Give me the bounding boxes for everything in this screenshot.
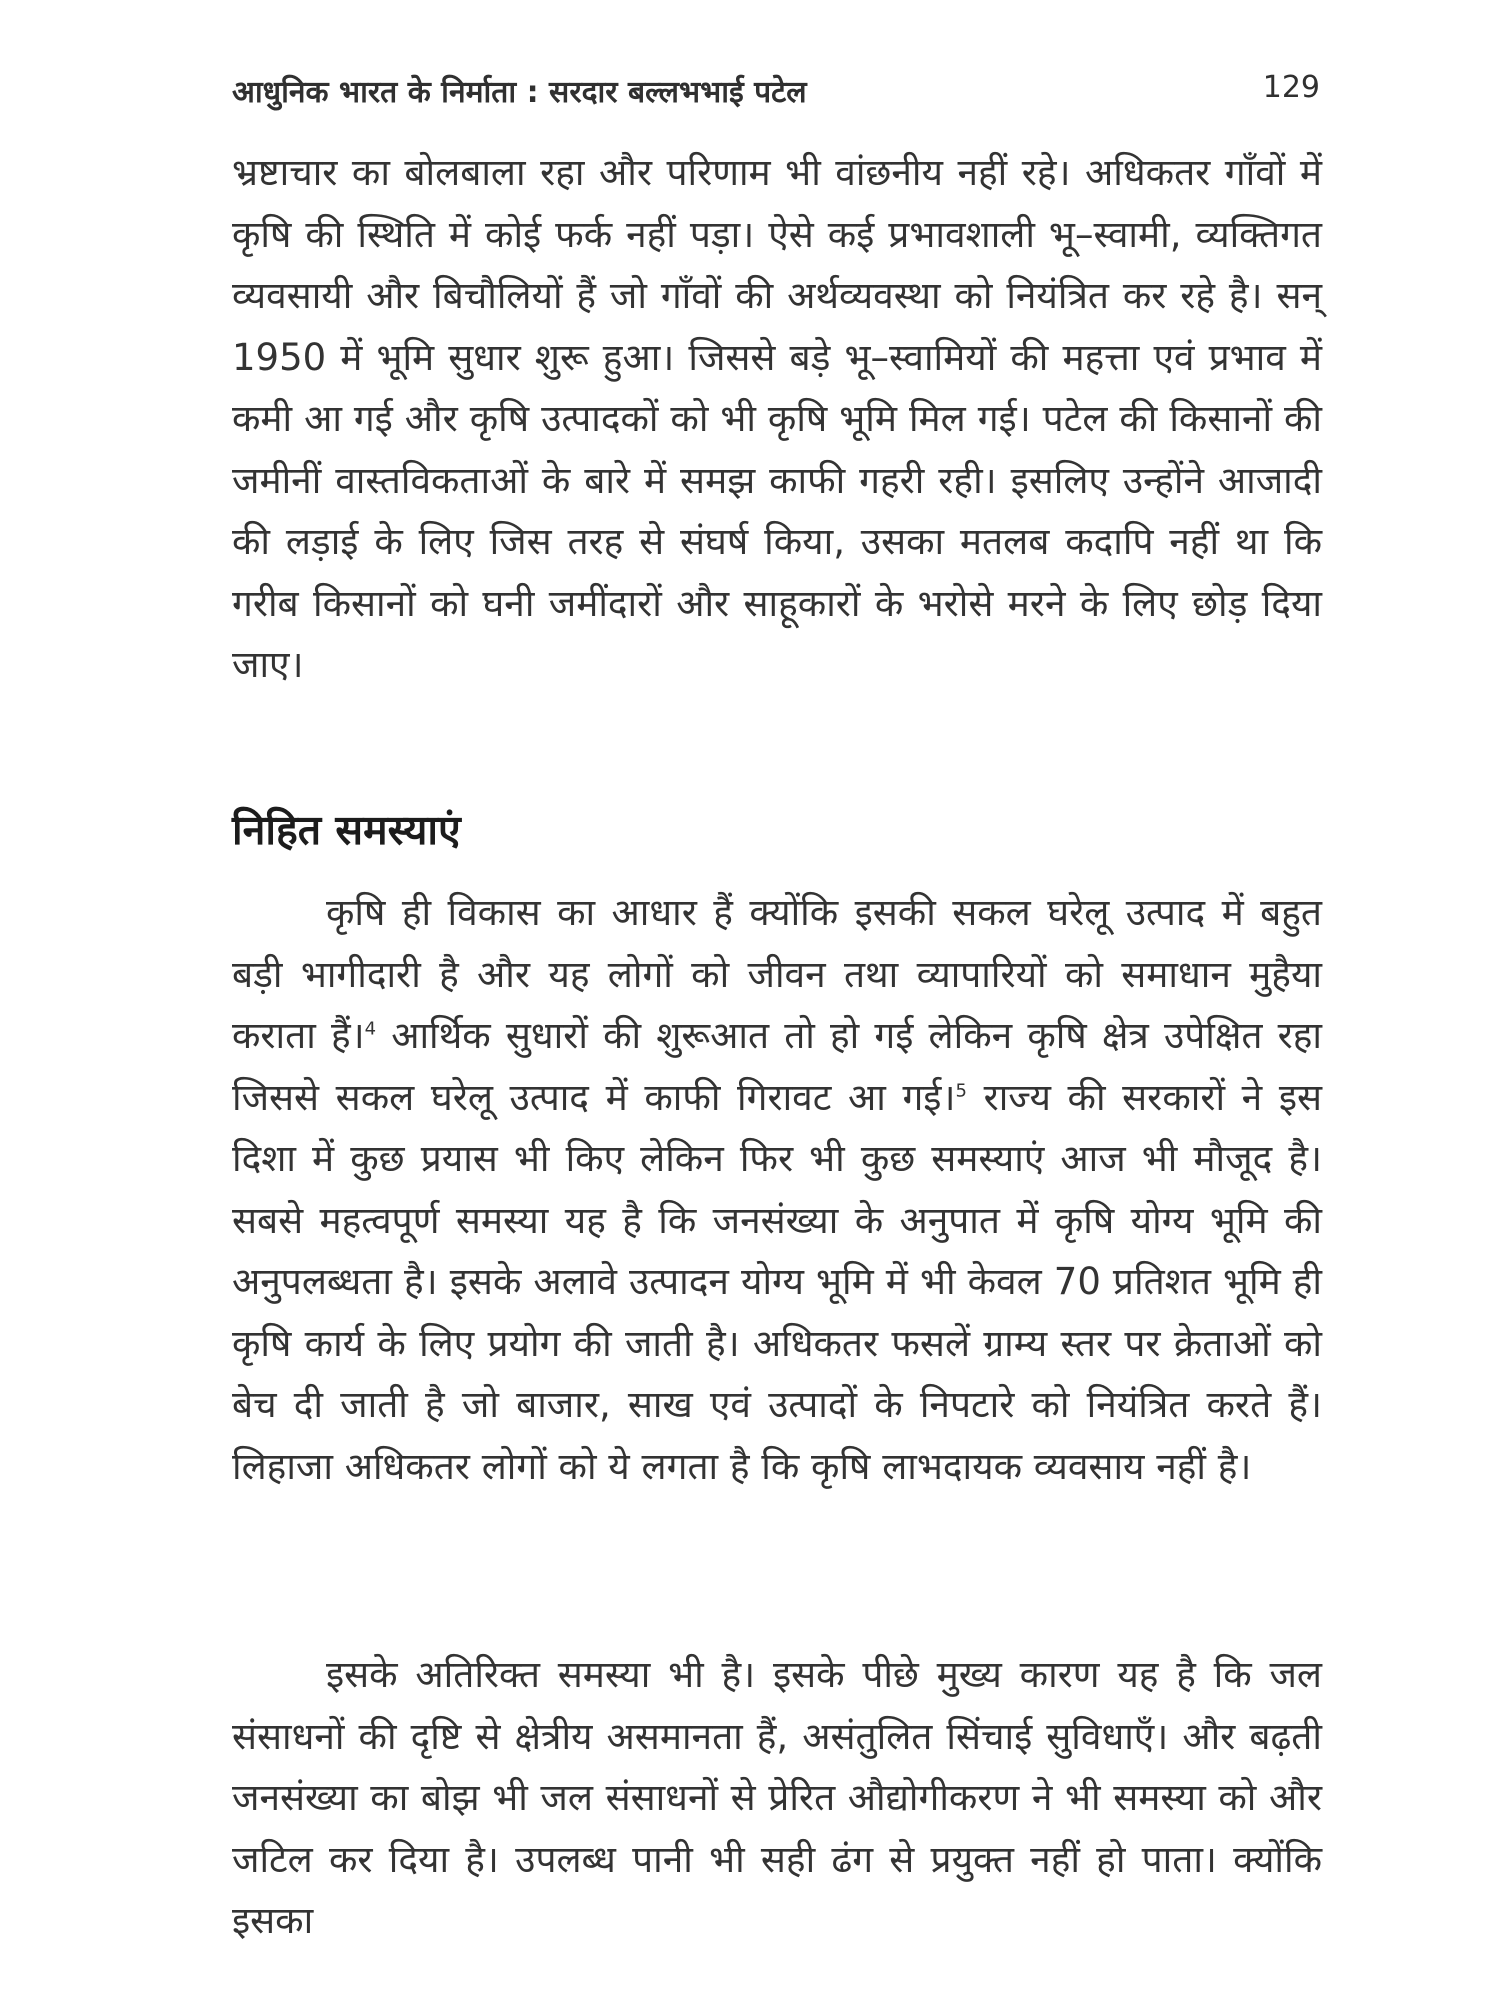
page-number: 129 [1262, 70, 1320, 105]
footnote-marker: 5 [955, 1080, 967, 1102]
paragraph-text: राज्य की सरकारों ने इस दिशा में कुछ प्रयास भी किए लेकिन फिर भी कुछ समस्याएं आज भी मौजूद है। सबसे महत्वपूर्ण समस्या यह है कि जनसंख्या के अनुपात में कृषि योग्य भूमि की अनुपलब्धता है। इसके अलावे उत्पादन योग्य भूमि में भी केवल 70 प्रतिशत भूमि ही कृषि कार्य के लिए प्रयोग की जाती है। अधिकतर फसलें ग्राम्य स्तर पर क्रेताओं को बेच दी जाती है जो बाजार, साख एवं उत्पादों के निपटारे को नियंत्रित करते हैं। लिहाजा अधिकतर लोगों को ये लगता है कि कृषि लाभदायक व्यवसाय नहीं है। [232, 1075, 1322, 1488]
section-heading: निहित समस्याएं [232, 806, 461, 854]
paragraph-text: कृषि ही विकास का आधार हैं क्योंकि इसकी सकल घरेलू उत्पाद में बहुत बड़ी भागीदारी है और यह लोगों को जीवन तथा व्यापारियों को समाधान मुहैया कराता हैं। [232, 891, 1322, 1057]
paragraph [232, 882, 1322, 1497]
running-header [232, 62, 1320, 122]
paragraph: इसके अतिरिक्त समस्या भी है। इसके पीछे मुख्य कारण यह है कि जल संसाधनों की दृष्टि से क्षेत्रीय असमानता हैं, असंतुलित सिंचाई सुविधाएँ। और बढ़ती जनसंख्या का बोझ भी जल संसाधनों से प्रेरित औद्योगीकरण ने भी समस्या को और जटिल कर दिया है। उपलब्ध पानी भी सही ढंग से प्रयुक्त नहीं हो पाता। क्योंकि इसका [232, 1653, 1322, 1942]
book-title: आधुनिक भारत के निर्माता : सरदार बल्लभभाई पटेल [232, 75, 807, 110]
paragraph-text: आर्थिक सुधारों की शुरूआत तो हो गई लेकिन कृषि क्षेत्र उपेक्षित रहा जिससे सकल घरेलू उत्पाद में काफी गिरावट आ गई। [232, 1014, 1322, 1119]
footnote-marker: 4 [364, 1018, 377, 1040]
paragraph: भ्रष्टाचार का बोलबाला रहा और परिणाम भी वांछनीय नहीं रहे। अधिकतर गाँवों में कृषि की स्थिति में कोई फर्क नहीं पड़ा। ऐसे कई प्रभावशाली भू–स्वामी, व्यक्तिगत व्यवसायी और बिचौलियों हैं जो गाँवों की अर्थव्यवस्था को नियंत्रित कर रहे है। सन् 1950 में भूमि सुधार शुरू हुआ। जिससे बड़े भू–स्वामियों की महत्ता एवं प्रभाव में कमी आ गई और कृषि उत्पादकों को भी कृषि भूमि मिल गई। पटेल की किसानों की जमीनीं वास्तविकताओं के बारे में समझ काफी गहरी रही। इसलिए उन्होंने आजादी की लड़ाई के लिए जिस तरह से संघर्ष किया, उसका मतलब कदापि नहीं था कि गरीब किसानों को घनी जमींदारों और साहूकारों के भरोसे मरने के लिए छोड़ दिया जाए। [232, 151, 1322, 686]
